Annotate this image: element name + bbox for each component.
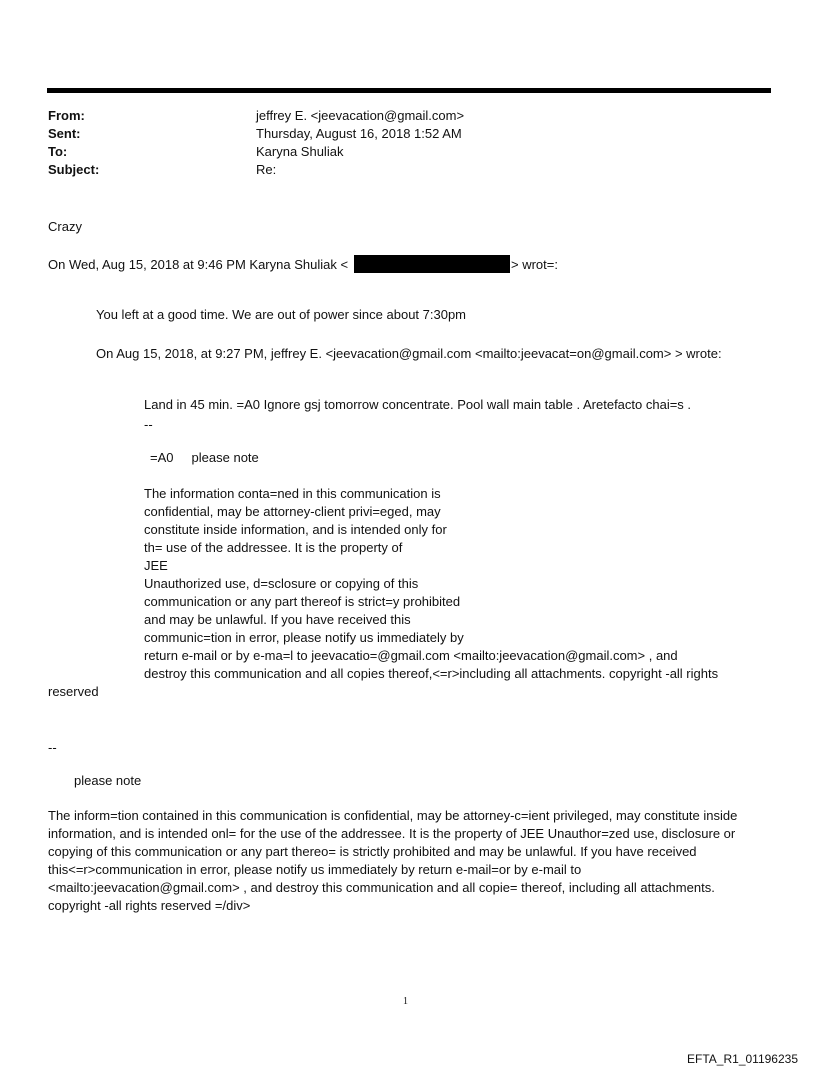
- disclaimer-2: The inform=tion contained in this communication is confidential, may be attorney-c=ient privileged, may constitute inside information, and is intended onl= for the use of the addressee. It is the property of JEE Unauthor=zed use, disclosure or copying of this communication or any part thereo= is strictly prohibited and may be unlawful. If you have received this<=r>communication in error, please notify us immediately by return e-mail=or by e-mail to <mailto:jeevacation@gmail.com> , and destroy this communication and all copie= thereof, including all attachments. copyright -all rights reserved =/div>: [48, 808, 738, 913]
- subject-label: Subject:: [48, 162, 100, 177]
- please-note-2: please note: [74, 773, 142, 788]
- quote-attribution-1: On Wed, Aug 15, 2018 at 9:46 PM Karyna Shuliak <: [48, 257, 349, 272]
- to-value: Karyna Shuliak: [256, 144, 344, 159]
- jeffrey-message: Land in 45 min. =A0 Ignore gsj tomorrow concentrate. Pool wall main table . Aretefacto chai=s .: [144, 397, 692, 412]
- signature-separator-1: --: [144, 417, 153, 432]
- disclaimer-1-line: Unauthorized use, d=sclosure or copying of this: [144, 576, 419, 591]
- header-rule: [47, 88, 771, 93]
- disclaimer-1-line: th= use of the addressee. It is the property of: [144, 540, 403, 555]
- reply-text: Crazy: [48, 219, 82, 234]
- sent-label: Sent:: [48, 126, 81, 141]
- disclaimer-1-wrap: reserved: [48, 684, 99, 699]
- disclaimer-1-line: communic=tion in error, please notify us immediately by: [144, 630, 464, 645]
- please-note-1: =A0 please note: [150, 450, 259, 465]
- disclaimer-1-line: constitute inside information, and is intended only for: [144, 522, 447, 537]
- disclaimer-1-line: confidential, may be attorney-client privi=eged, may: [144, 504, 441, 519]
- disclaimer-1-line: JEE: [144, 558, 168, 573]
- signature-separator-2: --: [48, 740, 57, 755]
- to-label: To:: [48, 144, 68, 159]
- quote-attribution-2: On Aug 15, 2018, at 9:27 PM, jeffrey E. <jeevacation@gmail.com <mailto:jeevacat=on@gmail.com> > wrote:: [96, 346, 722, 361]
- disclaimer-1-line: and may be unlawful. If you have received this: [144, 612, 411, 627]
- quote-attribution-1-suffix: > wrot=:: [511, 257, 558, 272]
- from-label: From:: [48, 108, 85, 123]
- disclaimer-1-line: The information conta=ned in this communication is: [144, 486, 441, 501]
- sent-value: Thursday, August 16, 2018 1:52 AM: [256, 126, 462, 141]
- from-value: jeffrey E. <jeevacation@gmail.com>: [256, 108, 465, 123]
- karyna-message: You left at a good time. We are out of power since about 7:30pm: [96, 307, 467, 322]
- disclaimer-1-line: return e-mail or by e-ma=l to jeevacatio=@gmail.com <mailto:jeevacation@gmail.com> , and: [144, 648, 678, 663]
- disclaimer-1-line: communication or any part thereof is strict=y prohibited: [144, 594, 461, 609]
- disclaimer-1-line: destroy this communication and all copies thereof,<=r>including all attachments. copyright -all rights: [144, 666, 719, 681]
- page-number: 1: [403, 996, 408, 1007]
- subject-value: Re:: [256, 162, 277, 177]
- redaction-box: [354, 255, 510, 273]
- bates-number: EFTA_R1_01196235: [687, 1052, 798, 1066]
